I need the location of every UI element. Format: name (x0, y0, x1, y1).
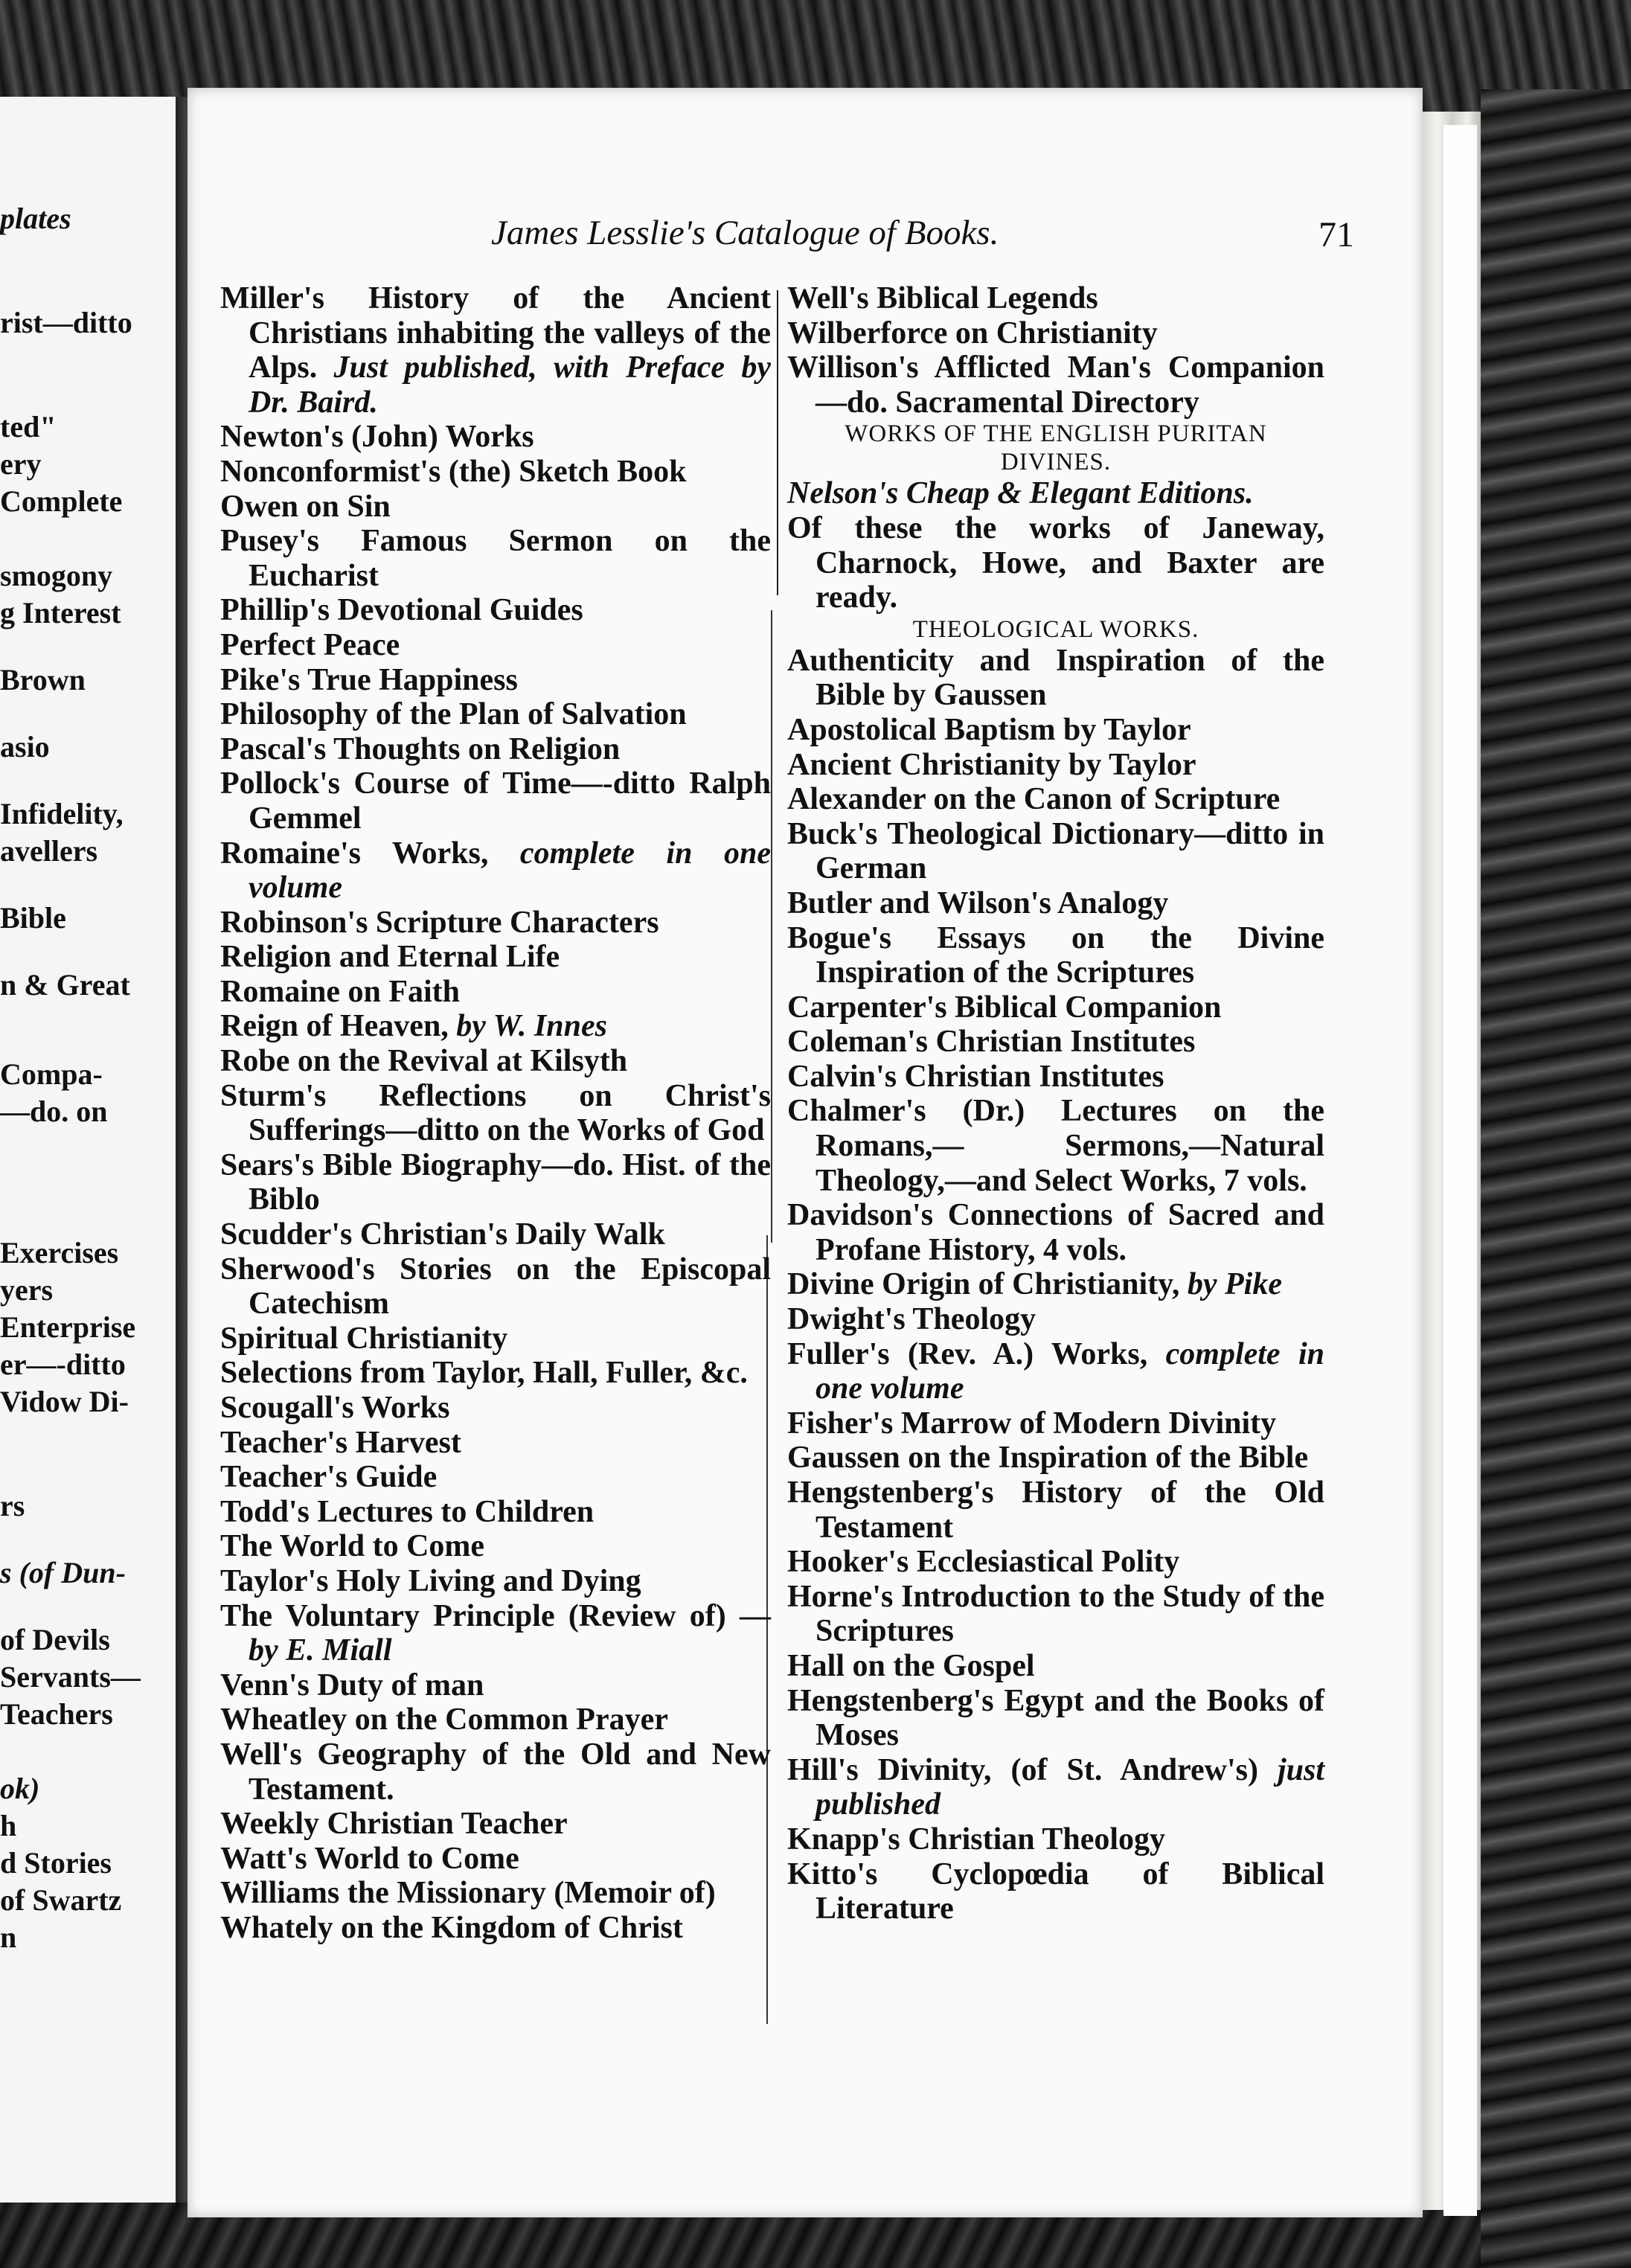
left-page-text: Enterprise (0, 1310, 136, 1344)
catalogue-entry (787, 886, 1324, 921)
catalogue-entry (220, 1564, 771, 1599)
left-page-text: ery (0, 447, 42, 481)
entry-title: Davidson's Connections of Sacred and Profane History, 4 vols. (787, 1198, 1324, 1267)
left-page-text: of Swartz (0, 1883, 122, 1917)
catalogue-entry (220, 766, 771, 836)
catalogue-entry (220, 1911, 771, 1946)
entry-title: Horne's Introduction to the Study of the Scriptures (787, 1579, 1324, 1649)
catalogue-entry (787, 1476, 1324, 1545)
catalogue-entry (220, 1252, 771, 1322)
entry-title: Whately on the Kingdom of Christ (220, 1910, 683, 1945)
entry-title: Calvin's Christian Institutes (787, 1059, 1164, 1094)
left-page-text: Compa- (0, 1057, 103, 1091)
catalogue-entry (220, 420, 771, 455)
entry-title: Fisher's Marrow of Modern Divinity (787, 1406, 1277, 1441)
left-page-text: smogony (0, 559, 113, 592)
entry-title: Carpenter's Biblical Companion (787, 990, 1222, 1025)
left-page-text: asio (0, 730, 50, 763)
entry-title: Owen on Sin (220, 489, 391, 524)
entry-title: Of these the works of Janeway, Charnock, Howe, and Baxter are ready. (787, 510, 1324, 615)
page-header (491, 213, 1354, 265)
catalogue-entry (220, 1322, 771, 1356)
catalogue-entry (787, 1025, 1324, 1060)
entry-title: Gaussen on the Inspiration of the Bible (787, 1441, 1309, 1476)
entry-title: Hooker's Ecclesiastical Polity (787, 1545, 1180, 1580)
entry-note: Just published, with Preface by Dr. Baird. (249, 350, 771, 420)
entry-title: Pollock's Course of Time—-ditto Ralph Gemmel (220, 766, 771, 836)
catalogue-entry (220, 1876, 771, 1911)
entry-title: Dwight's Theology (787, 1302, 1036, 1337)
catalogue-entry (787, 1649, 1324, 1684)
catalogue-entry (787, 1267, 1324, 1302)
entry-title: Fuller's (Rev. A.) Works, (787, 1336, 1166, 1371)
column-rule (771, 610, 772, 1243)
catalogue-entry (220, 1668, 771, 1703)
catalogue-entry (220, 524, 771, 593)
left-page-text: Vidow Di- (0, 1385, 129, 1418)
catalogue-entry (787, 316, 1324, 351)
catalogue-entry (787, 1753, 1324, 1822)
left-page-text: rist—ditto (0, 306, 132, 339)
catalogue-entry (220, 663, 771, 698)
catalogue-entry (220, 1529, 771, 1564)
left-page-text: h (0, 1809, 17, 1842)
catalogue-entry (220, 906, 771, 941)
entry-title: Hengstenberg's Egypt and the Books of Moses (787, 1683, 1324, 1753)
entry-title: Scougall's Works (220, 1391, 450, 1425)
entry-title: Kitto's Cyclopœdia of Biblical Literature (787, 1857, 1324, 1926)
left-page-text: ok) (0, 1772, 40, 1805)
catalogue-entry (787, 281, 1324, 316)
entry-note: complete in one volume (249, 836, 771, 906)
catalogue-entry (220, 1148, 771, 1217)
catalogue-entry (787, 748, 1324, 783)
catalogue-entry (787, 1684, 1324, 1753)
entry-title: Nonconformist's (the) Sketch Book (220, 454, 687, 489)
entry-note: by E. Miall (249, 1633, 392, 1668)
catalogue-entry (220, 1737, 771, 1807)
entry-title: Philosophy of the Plan of Salvation (220, 697, 687, 732)
entry-title: Well's Biblical Legends (787, 281, 1098, 315)
catalogue-entry (220, 697, 771, 732)
entry-title: Williams the Missionary (Memoir of) (220, 1876, 716, 1911)
left-page-text: Complete (0, 484, 123, 518)
catalogue-entry (220, 1702, 771, 1737)
entry-title: Hill's Divinity, (of St. Andrew's) (787, 1752, 1278, 1787)
column-rule (777, 290, 778, 595)
left-page-text: yers (0, 1273, 54, 1307)
left-page-text: Exercises (0, 1236, 119, 1269)
left-page-text: Servants— (0, 1660, 141, 1694)
entry-title: Pike's True Happiness (220, 662, 518, 697)
entry-title: Wilberforce on Christianity (787, 315, 1158, 350)
section-heading: THEOLOGICAL WORKS. (912, 615, 1199, 643)
entry-title: The Voluntary Principle (Review of) — (220, 1598, 771, 1633)
catalogue-entry (220, 1842, 771, 1877)
entry-title: Sturm's Reflections on Christ's Sufferings—ditto on the Works of God (220, 1078, 771, 1148)
catalogue-entry (220, 628, 771, 663)
catalogue-entry (787, 511, 1324, 615)
catalogue-entry (787, 1198, 1324, 1267)
catalogue-entry (220, 1807, 771, 1842)
entry-title: Spiritual Christianity (220, 1321, 508, 1356)
entry-title: Scudder's Christian's Daily Walk (220, 1217, 665, 1252)
paper-strip (1443, 125, 1477, 2216)
catalogue-entry (220, 1426, 771, 1461)
section-heading: WORKS OF THE ENGLISH PURITAN DIVINES. (845, 420, 1267, 476)
catalogue-entry (787, 817, 1324, 886)
entry-note: just published (816, 1752, 1324, 1822)
entry-note: by W. Innes (456, 1009, 607, 1044)
left-page-text: n (0, 1921, 17, 1954)
catalogue-entry (220, 836, 771, 906)
entry-title: Divine Origin of Christianity, (787, 1267, 1188, 1302)
left-page-fragment (0, 97, 179, 2203)
catalogue-entry (220, 490, 771, 525)
catalogue-entry (220, 1009, 771, 1044)
page-number: 71 (1318, 215, 1354, 254)
entry-title: Sherwood's Stories on the Episcopal Catechism (220, 1252, 771, 1322)
catalogue-entry (787, 1545, 1324, 1580)
entry-title: Romaine's Works, (220, 836, 520, 871)
entry-title: Coleman's Christian Institutes (787, 1025, 1196, 1060)
entry-title: Alexander on the Canon of Scripture (787, 782, 1281, 817)
entry-title: Butler and Wilson's Analogy (787, 885, 1169, 920)
catalogue-entry (787, 1337, 1324, 1406)
left-page-text: —do. on (0, 1095, 108, 1128)
catalogue-entry (787, 1857, 1324, 1926)
left-page-text: Bible (0, 901, 66, 935)
entry-title: Hengstenberg's History of the Old Testament (787, 1476, 1324, 1545)
catalogue-entry (787, 1094, 1324, 1198)
catalogue-entry (787, 1060, 1324, 1095)
entry-title: Reign of Heaven, (220, 1009, 457, 1044)
entry-title: The World to Come (220, 1529, 485, 1564)
catalogue-entry (787, 713, 1324, 748)
left-page-text: Brown (0, 663, 86, 696)
entry-title: Teacher's Harvest (220, 1425, 461, 1460)
right-column (787, 281, 1324, 1926)
left-page-text: g Interest (0, 596, 121, 630)
catalogue-entry (787, 921, 1324, 990)
entry-title: Chalmer's (Dr.) Lectures on the Romans,— Sermons,—Natural Theology,—and Select Works, 7 vols. (787, 1094, 1324, 1198)
catalogue-entry (787, 476, 1324, 511)
entry-title: Watt's World to Come (220, 1841, 519, 1876)
left-page-text: avellers (0, 834, 98, 868)
entry-title: Selections from Taylor, Hall, Fuller, &c. (220, 1356, 748, 1391)
catalogue-entry (787, 782, 1324, 817)
entry-title: Authenticity and Inspiration of the Bible by Gaussen (787, 643, 1324, 713)
entry-title: Religion and Eternal Life (220, 940, 560, 975)
entry-title: Phillip's Devotional Guides (220, 593, 583, 628)
left-page-text: Teachers (0, 1697, 113, 1731)
entry-title: Todd's Lectures to Children (220, 1494, 595, 1529)
left-page-text: rs (0, 1489, 25, 1522)
left-page-text: plates (0, 202, 71, 235)
entry-title: Hall on the Gospel (787, 1648, 1035, 1683)
entry-title: Miller's History of the Ancient Christians inhabiting the valleys of the Alps. (220, 281, 771, 385)
catalogue-entry (787, 1580, 1324, 1649)
catalogue-entry (220, 593, 771, 628)
catalogue-entry (787, 350, 1324, 420)
catalogue-entry (220, 1217, 771, 1252)
entry-note: complete in one volume (816, 1336, 1324, 1406)
left-page-text: ted" (0, 410, 57, 443)
entry-title: Weekly Christian Teacher (220, 1807, 568, 1842)
entry-title: Buck's Theological Dictionary—ditto in German (787, 816, 1324, 886)
entry-title: Robe on the Revival at Kilsyth (220, 1044, 628, 1079)
left-page-text: er—-ditto (0, 1348, 126, 1381)
left-page-text: of Devils (0, 1623, 110, 1656)
catalogue-entry (787, 1406, 1324, 1441)
entry-title: Knapp's Christian Theology (787, 1822, 1166, 1857)
catalogue-entry (220, 1460, 771, 1495)
catalogue-entry (220, 455, 771, 490)
entry-title: Teacher's Guide (220, 1460, 438, 1495)
entry-title: Romaine on Faith (220, 974, 461, 1009)
left-page-text: Infidelity, (0, 797, 124, 830)
entry-title: Perfect Peace (220, 627, 400, 662)
catalogue-entry (787, 990, 1324, 1025)
catalogue-entry (787, 1302, 1324, 1337)
entry-title: Ancient Christianity by Taylor (787, 747, 1196, 782)
entry-title: Bogue's Essays on the Divine Inspiration of the Scriptures (787, 920, 1324, 990)
catalogue-entry (220, 281, 771, 420)
catalogue-entry (220, 1391, 771, 1426)
catalogue-entry (787, 1822, 1324, 1857)
entry-note: Nelson's Cheap & Elegant Editions. (787, 476, 1254, 511)
marbled-background-right (1481, 89, 1631, 2268)
catalogue-entry (220, 1356, 771, 1391)
entry-title: Robinson's Scripture Characters (220, 905, 659, 940)
catalogue-entry (787, 644, 1324, 713)
running-head: James Lesslie's Catalogue of Books. (491, 214, 999, 252)
catalogue-entry (220, 1079, 771, 1148)
entry-title: Willison's Afflicted Man's Companion—do. Sacramental Directory (787, 350, 1324, 420)
entry-title: Apostolical Baptism by Taylor (787, 712, 1191, 747)
catalogue-entry (220, 1599, 771, 1668)
left-column (220, 281, 771, 1946)
left-page-text: d Stories (0, 1846, 112, 1880)
left-page-text: s (of Dun- (0, 1556, 126, 1589)
entry-title: Newton's (John) Works (220, 420, 534, 455)
catalogue-entry (220, 1044, 771, 1079)
entry-title: Wheatley on the Common Prayer (220, 1702, 668, 1737)
entry-title: Sears's Bible Biography—do. Hist. of the Biblo (220, 1147, 771, 1217)
catalogue-entry (220, 1495, 771, 1530)
left-page-text: n & Great (0, 968, 130, 1002)
catalogue-entry (220, 940, 771, 975)
entry-title: Taylor's Holy Living and Dying (220, 1563, 641, 1598)
entry-title: Venn's Duty of man (220, 1668, 484, 1702)
entry-title: Pascal's Thoughts on Religion (220, 731, 621, 766)
entry-title: Well's Geography of the Old and New Testament. (220, 1737, 771, 1807)
catalogue-entry (220, 975, 771, 1010)
entry-note: by Pike (1187, 1267, 1282, 1302)
catalogue-entry (220, 732, 771, 767)
entry-title: Pusey's Famous Sermon on the Eucharist (220, 524, 771, 593)
catalogue-entry (787, 1441, 1324, 1476)
